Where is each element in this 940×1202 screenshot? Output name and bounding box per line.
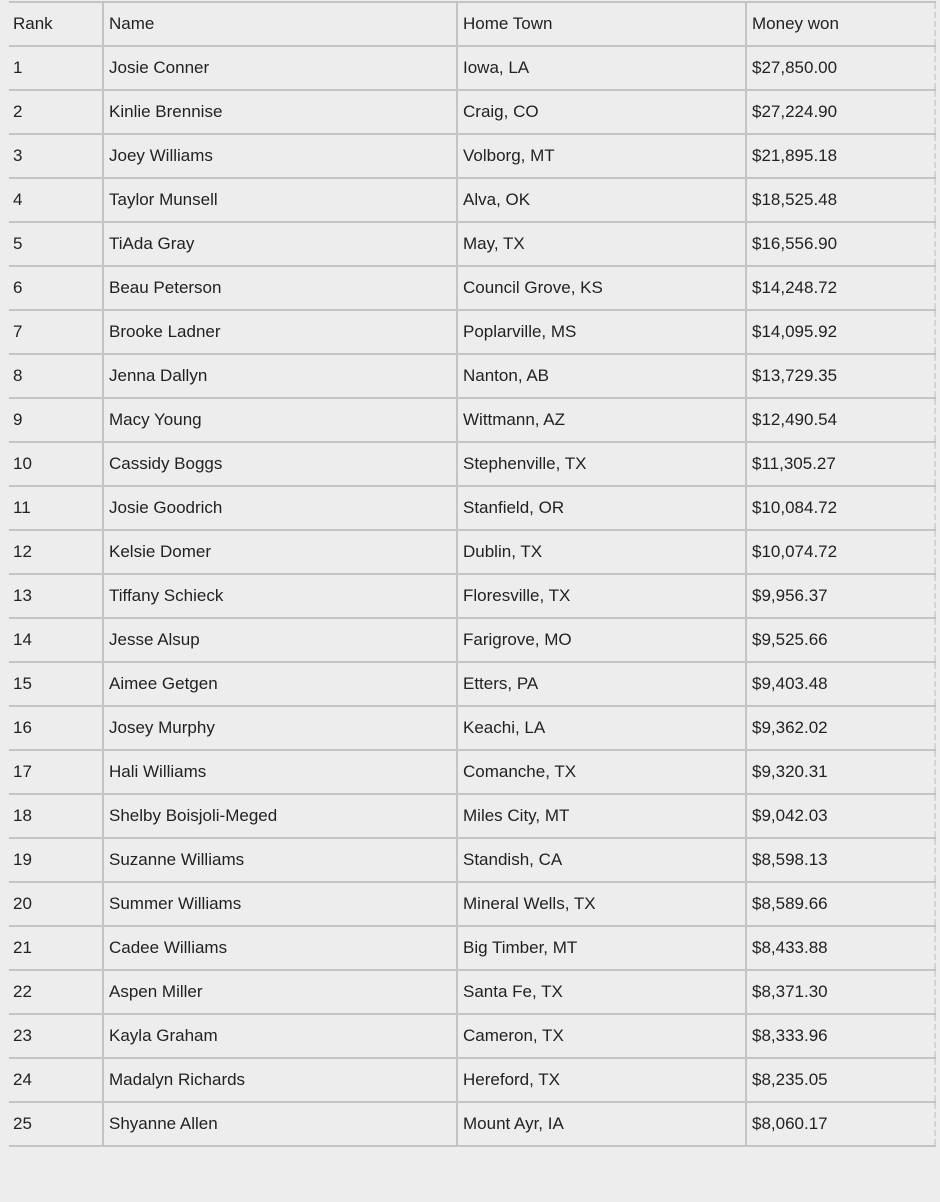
table-row — [9, 926, 935, 970]
rank-cell: 14 — [9, 618, 103, 662]
table-row — [9, 706, 935, 750]
table-row — [9, 1102, 935, 1146]
name-cell: Josie Goodrich — [103, 486, 457, 530]
name-cell: Beau Peterson — [103, 266, 457, 310]
rank-cell: 10 — [9, 442, 103, 486]
home-town-cell: Craig, CO — [457, 90, 746, 134]
table-row — [9, 1058, 935, 1102]
table-row — [9, 486, 935, 530]
rank-cell: 3 — [9, 134, 103, 178]
home-town-cell: Nanton, AB — [457, 354, 746, 398]
name-cell: Shyanne Allen — [103, 1102, 457, 1146]
rank-cell: 4 — [9, 178, 103, 222]
home-town-cell: Poplarville, MS — [457, 310, 746, 354]
home-town-cell: Santa Fe, TX — [457, 970, 746, 1014]
name-cell: Kelsie Domer — [103, 530, 457, 574]
home-town-cell: Stephenville, TX — [457, 442, 746, 486]
home-town-cell: Dublin, TX — [457, 530, 746, 574]
money-won-cell: $16,556.90 — [746, 222, 935, 266]
name-cell: Joey Williams — [103, 134, 457, 178]
header-home-town: Home Town — [457, 2, 746, 46]
rank-cell: 8 — [9, 354, 103, 398]
money-won-cell: $14,248.72 — [746, 266, 935, 310]
header-rank: Rank — [9, 2, 103, 46]
header-name: Name — [103, 2, 457, 46]
money-won-cell: $14,095.92 — [746, 310, 935, 354]
name-cell: Aspen Miller — [103, 970, 457, 1014]
money-won-cell: $9,320.31 — [746, 750, 935, 794]
rank-cell: 9 — [9, 398, 103, 442]
money-won-cell: $10,074.72 — [746, 530, 935, 574]
table-row — [9, 222, 935, 266]
home-town-cell: Standish, CA — [457, 838, 746, 882]
table-row — [9, 794, 935, 838]
money-won-cell: $10,084.72 — [746, 486, 935, 530]
table-row — [9, 970, 935, 1014]
money-won-cell: $13,729.35 — [746, 354, 935, 398]
home-town-cell: Comanche, TX — [457, 750, 746, 794]
rank-cell: 21 — [9, 926, 103, 970]
table-row — [9, 90, 935, 134]
money-won-cell: $27,850.00 — [746, 46, 935, 90]
name-cell: Josie Conner — [103, 46, 457, 90]
home-town-cell: May, TX — [457, 222, 746, 266]
rank-cell: 19 — [9, 838, 103, 882]
rank-cell: 13 — [9, 574, 103, 618]
home-town-cell: Big Timber, MT — [457, 926, 746, 970]
home-town-cell: Keachi, LA — [457, 706, 746, 750]
table-row — [9, 310, 935, 354]
standings-table — [9, 1, 936, 1147]
name-cell: Summer Williams — [103, 882, 457, 926]
name-cell: Aimee Getgen — [103, 662, 457, 706]
rank-cell: 7 — [9, 310, 103, 354]
home-town-cell: Iowa, LA — [457, 46, 746, 90]
home-town-cell: Volborg, MT — [457, 134, 746, 178]
home-town-cell: Wittmann, AZ — [457, 398, 746, 442]
name-cell: Brooke Ladner — [103, 310, 457, 354]
table-row — [9, 882, 935, 926]
name-cell: Madalyn Richards — [103, 1058, 457, 1102]
header-row — [9, 2, 935, 46]
rank-cell: 20 — [9, 882, 103, 926]
name-cell: Cassidy Boggs — [103, 442, 457, 486]
money-won-cell: $8,333.96 — [746, 1014, 935, 1058]
name-cell: Tiffany Schieck — [103, 574, 457, 618]
home-town-cell: Council Grove, KS — [457, 266, 746, 310]
rank-cell: 2 — [9, 90, 103, 134]
home-town-cell: Farigrove, MO — [457, 618, 746, 662]
rank-cell: 24 — [9, 1058, 103, 1102]
table-row — [9, 750, 935, 794]
name-cell: Hali Williams — [103, 750, 457, 794]
rank-cell: 6 — [9, 266, 103, 310]
rank-cell: 23 — [9, 1014, 103, 1058]
name-cell: TiAda Gray — [103, 222, 457, 266]
name-cell: Taylor Munsell — [103, 178, 457, 222]
name-cell: Macy Young — [103, 398, 457, 442]
home-town-cell: Etters, PA — [457, 662, 746, 706]
name-cell: Jenna Dallyn — [103, 354, 457, 398]
home-town-cell: Cameron, TX — [457, 1014, 746, 1058]
money-won-cell: $8,235.05 — [746, 1058, 935, 1102]
rank-cell: 15 — [9, 662, 103, 706]
money-won-cell: $8,433.88 — [746, 926, 935, 970]
table-row — [9, 398, 935, 442]
money-won-cell: $9,525.66 — [746, 618, 935, 662]
rank-cell: 1 — [9, 46, 103, 90]
rank-cell: 22 — [9, 970, 103, 1014]
name-cell: Jesse Alsup — [103, 618, 457, 662]
money-won-cell: $9,956.37 — [746, 574, 935, 618]
money-won-cell: $8,589.66 — [746, 882, 935, 926]
rank-cell: 5 — [9, 222, 103, 266]
home-town-cell: Hereford, TX — [457, 1058, 746, 1102]
table-row — [9, 838, 935, 882]
table-row — [9, 134, 935, 178]
name-cell: Kinlie Brennise — [103, 90, 457, 134]
table-row — [9, 530, 935, 574]
name-cell: Josey Murphy — [103, 706, 457, 750]
header-money-won: Money won — [746, 2, 935, 46]
rank-cell: 25 — [9, 1102, 103, 1146]
home-town-cell: Mount Ayr, IA — [457, 1102, 746, 1146]
money-won-cell: $21,895.18 — [746, 134, 935, 178]
rank-cell: 12 — [9, 530, 103, 574]
table-row — [9, 266, 935, 310]
table-row — [9, 46, 935, 90]
table-row — [9, 618, 935, 662]
money-won-cell: $9,403.48 — [746, 662, 935, 706]
name-cell: Kayla Graham — [103, 1014, 457, 1058]
money-won-cell: $9,362.02 — [746, 706, 935, 750]
money-won-cell: $27,224.90 — [746, 90, 935, 134]
money-won-cell: $11,305.27 — [746, 442, 935, 486]
table-row — [9, 1014, 935, 1058]
money-won-cell: $9,042.03 — [746, 794, 935, 838]
table-row — [9, 354, 935, 398]
money-won-cell: $8,060.17 — [746, 1102, 935, 1146]
name-cell: Suzanne Williams — [103, 838, 457, 882]
home-town-cell: Stanfield, OR — [457, 486, 746, 530]
home-town-cell: Mineral Wells, TX — [457, 882, 746, 926]
rank-cell: 17 — [9, 750, 103, 794]
table-row — [9, 574, 935, 618]
rank-cell: 11 — [9, 486, 103, 530]
rank-cell: 16 — [9, 706, 103, 750]
name-cell: Shelby Boisjoli-Meged — [103, 794, 457, 838]
money-won-cell: $18,525.48 — [746, 178, 935, 222]
home-town-cell: Alva, OK — [457, 178, 746, 222]
money-won-cell: $12,490.54 — [746, 398, 935, 442]
table-row — [9, 442, 935, 486]
table-row — [9, 178, 935, 222]
name-cell: Cadee Williams — [103, 926, 457, 970]
home-town-cell: Floresville, TX — [457, 574, 746, 618]
money-won-cell: $8,371.30 — [746, 970, 935, 1014]
rank-cell: 18 — [9, 794, 103, 838]
home-town-cell: Miles City, MT — [457, 794, 746, 838]
money-won-cell: $8,598.13 — [746, 838, 935, 882]
table-row — [9, 662, 935, 706]
